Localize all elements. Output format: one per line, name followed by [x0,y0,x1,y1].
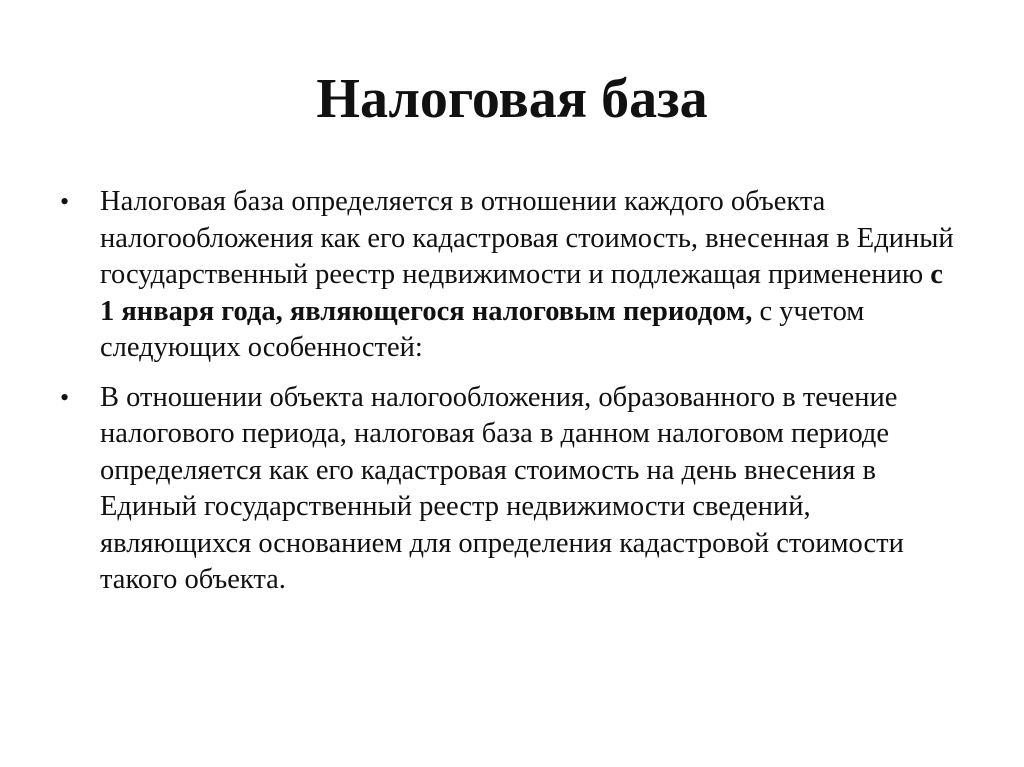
bullet-item-2 [60,380,960,599]
bullet-dot-icon: • [60,382,70,412]
bullet-list [60,184,960,612]
slide-title: Налоговая база [316,68,708,130]
bullet-text-1-tail: с учетом следующих особенностей: [100,295,865,363]
bullet-text-1-regular: Налоговая база определяется в отношении каждого объекта налогообложения как его кадастровая стоимость, внесенная в Единый государственный реестр недвижимости и подлежащая применению [100,186,954,290]
bullet-item-1 [60,184,960,367]
bullet-text-1-bold: с 1 января года, являющегося налоговым периодом, [100,259,943,327]
bullet-dot-icon: • [60,187,70,216]
bullet-text-2: В отношении объекта налогообложения, образованного в течение налогового периода, налоговая база в данном налоговом периоде определяется как его кадастровая стоимость на день внесения в Единый государственный реестр недвижимости сведений, являющихся основанием для определения кадастровой стоимости такого объекта. [100,381,904,595]
